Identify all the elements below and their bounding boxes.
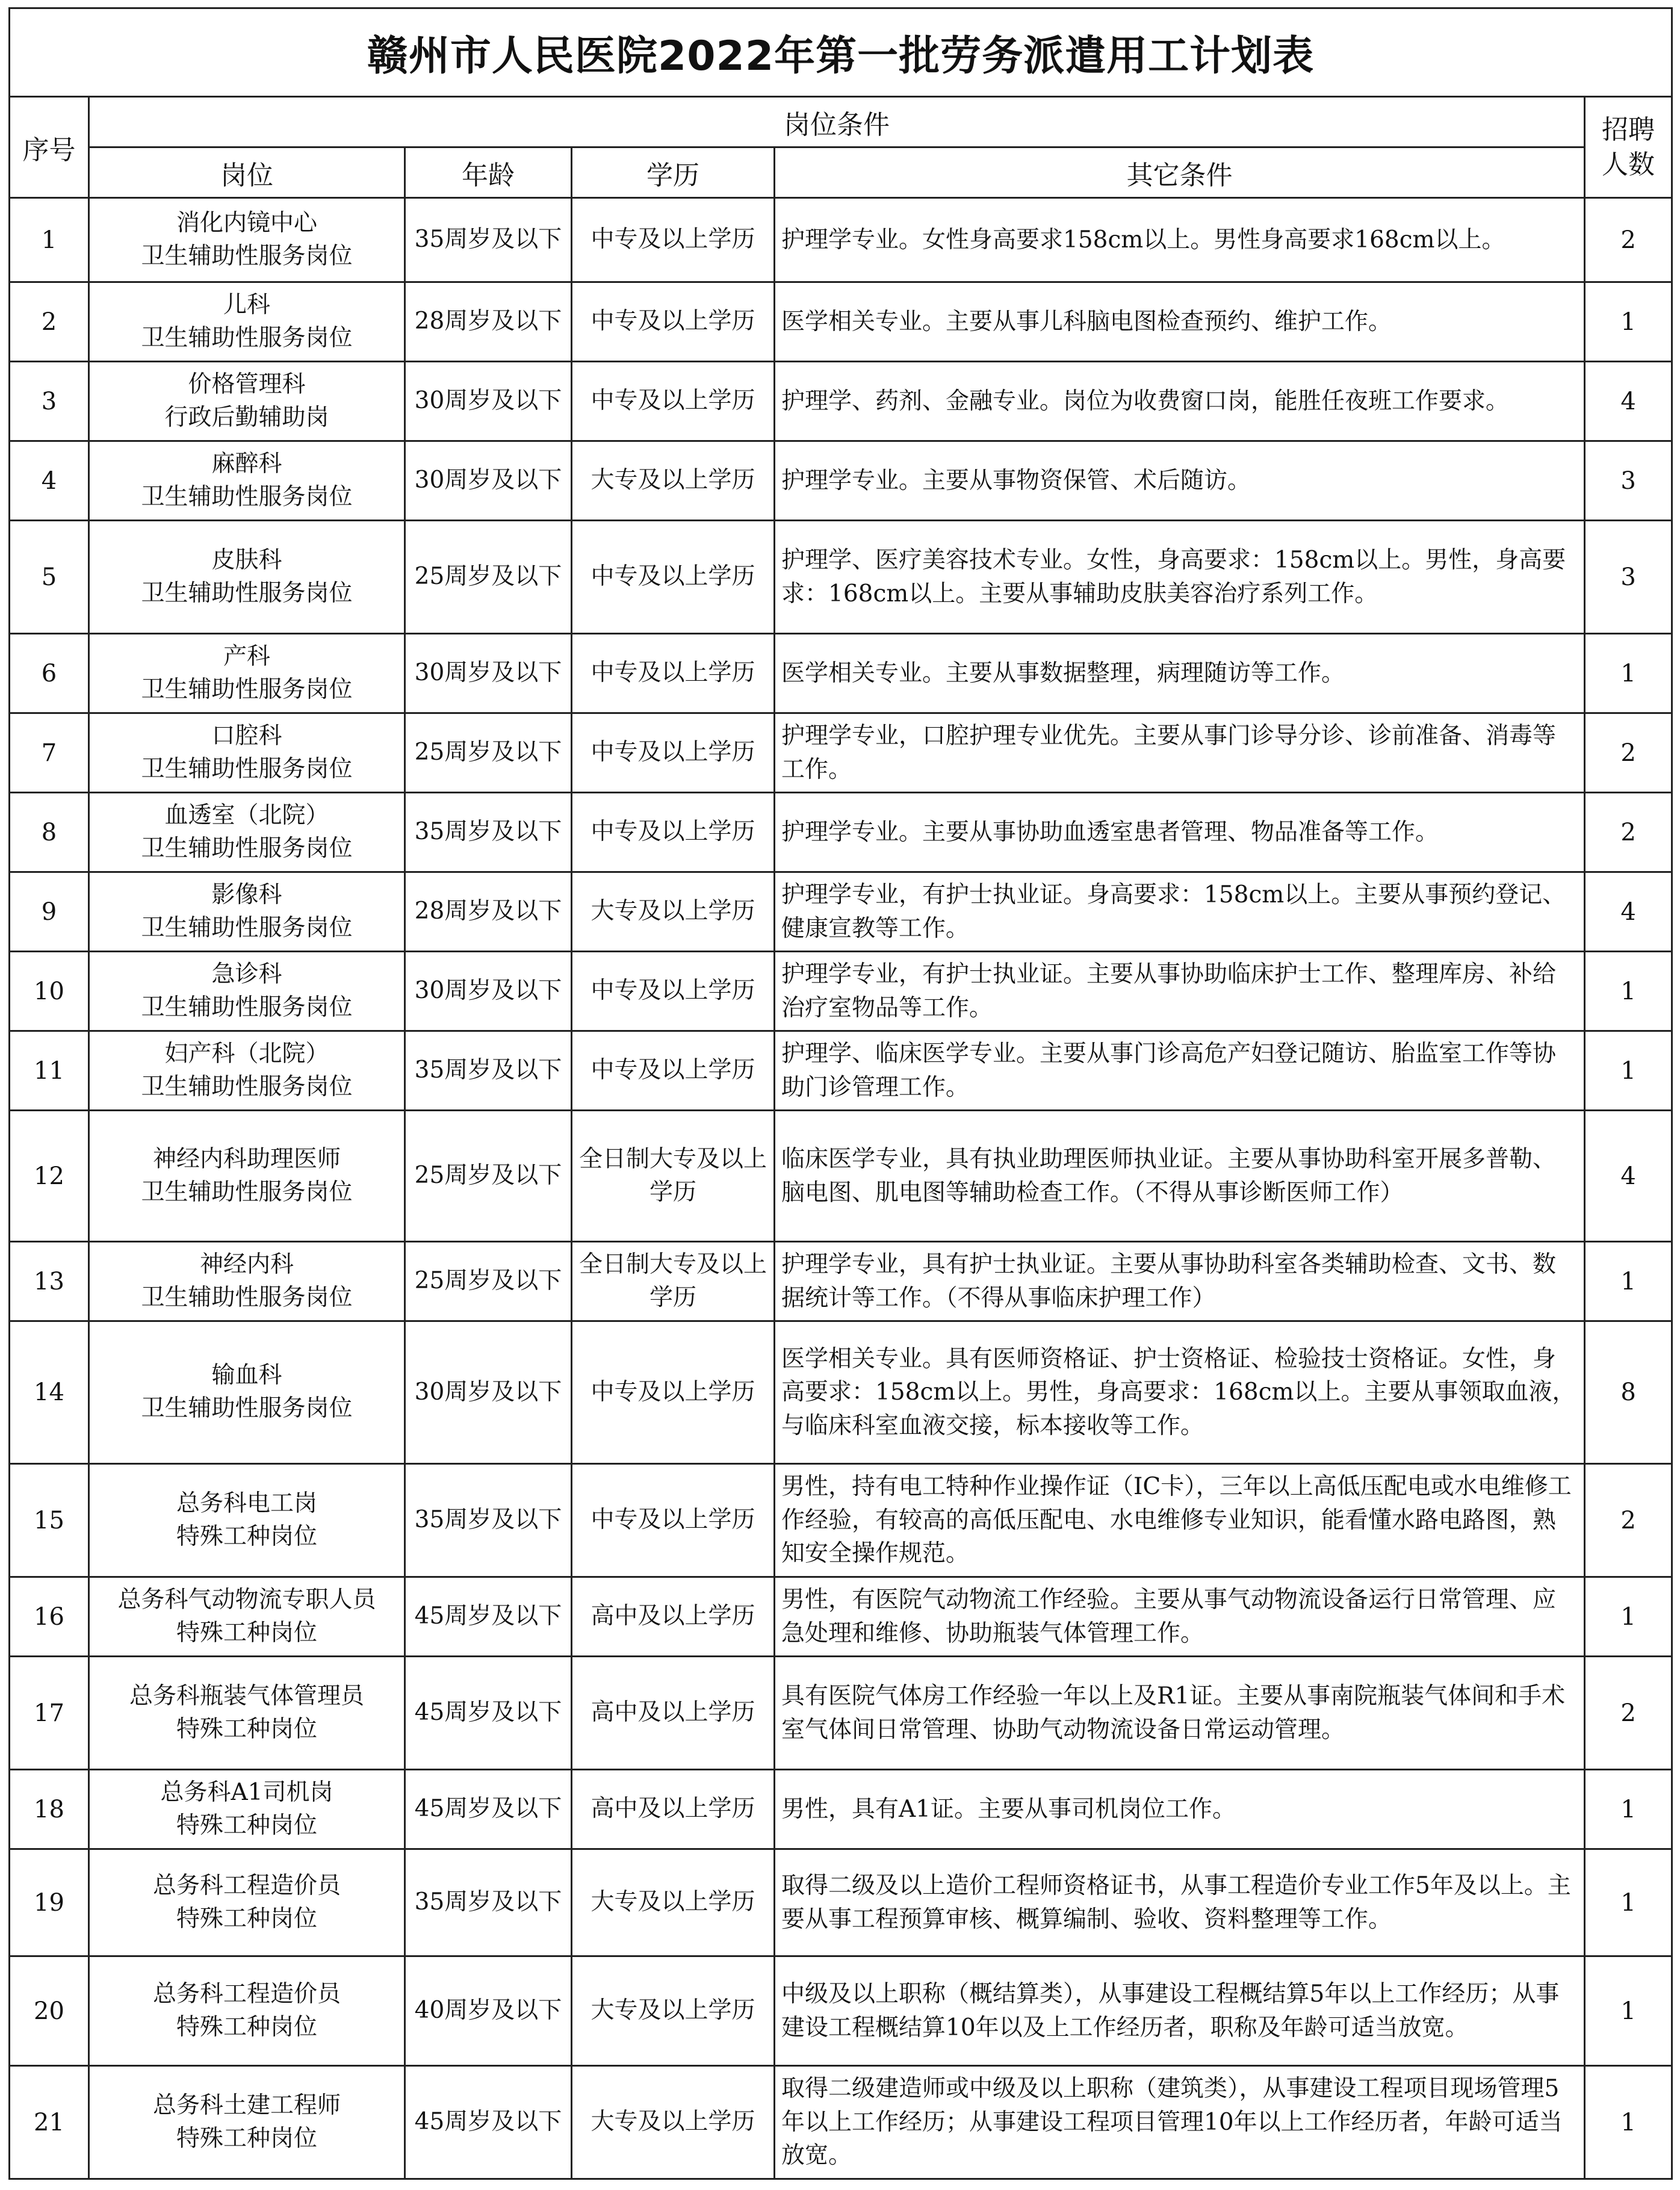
row-age: 28周岁及以下 (405, 872, 572, 952)
row-other-conditions: 护理学专业。女性身高要求158cm以上。男性身高要求168cm以上。 (775, 198, 1585, 282)
row-education: 高中及以上学历 (572, 1577, 775, 1657)
table-row (10, 1770, 1672, 1849)
row-education: 全日制大专及以上学历 (572, 1111, 775, 1242)
row-post (89, 2066, 405, 2179)
row-count: 1 (1585, 1577, 1672, 1657)
header-post: 岗位 (89, 147, 405, 198)
row-post (89, 1111, 405, 1242)
row-age: 45周岁及以下 (405, 1657, 572, 1770)
row-education: 中专及以上学历 (572, 713, 775, 793)
row-post-type: 卫生辅助性服务岗位 (141, 242, 353, 270)
row-post (89, 1577, 405, 1657)
row-education: 大专及以上学历 (572, 2066, 775, 2179)
row-count: 1 (1585, 282, 1672, 362)
row-other-conditions: 取得二级建造师或中级及以上职称（建筑类），从事建设工程项目现场管理5年以上工作经历；从事建设工程项目管理10年以上工作经历者，年龄可适当放宽。 (775, 2066, 1585, 2179)
row-other-conditions: 具有医院气体房工作经验一年以上及R1证。主要从事南院瓶装气体间和手术室气体间日常管理、协助气动物流设备日常运动管理。 (775, 1657, 1585, 1770)
row-post-type: 卫生辅助性服务岗位 (141, 1395, 353, 1422)
row-count: 1 (1585, 1031, 1672, 1111)
row-education: 大专及以上学历 (572, 872, 775, 952)
row-seq: 11 (10, 1031, 89, 1111)
row-education: 大专及以上学历 (572, 1849, 775, 1956)
row-post-type: 卫生辅助性服务岗位 (141, 675, 353, 703)
row-post (89, 1770, 405, 1849)
row-post (89, 441, 405, 521)
row-other-conditions: 男性，有医院气动物流工作经验。主要从事气动物流设备运行日常管理、应急处理和维修、协助瓶装气体管理工作。 (775, 1577, 1585, 1657)
row-education: 中专及以上学历 (572, 198, 775, 282)
row-post (89, 713, 405, 793)
row-dept: 总务科气动物流专职人员 (117, 1586, 376, 1613)
row-count: 1 (1585, 1956, 1672, 2066)
row-dept: 价格管理科 (188, 370, 306, 398)
row-dept: 输血科 (211, 1362, 282, 1389)
row-dept: 皮肤科 (211, 546, 282, 574)
row-age: 35周岁及以下 (405, 793, 572, 872)
table-row (10, 1031, 1672, 1111)
row-education: 中专及以上学历 (572, 1031, 775, 1111)
row-education: 高中及以上学历 (572, 1657, 775, 1770)
row-education: 高中及以上学历 (572, 1770, 775, 1849)
table-row (10, 2066, 1672, 2179)
row-age: 30周岁及以下 (405, 362, 572, 441)
table-row (10, 282, 1672, 362)
row-dept: 血透室（北院） (164, 801, 329, 829)
row-count: 2 (1585, 1657, 1672, 1770)
row-count: 2 (1585, 713, 1672, 793)
row-age: 35周岁及以下 (405, 198, 572, 282)
row-count: 2 (1585, 1464, 1672, 1577)
row-dept: 总务科土建工程师 (152, 2091, 341, 2119)
row-other-conditions: 取得二级及以上造价工程师资格证书，从事工程造价专业工作5年及以上。主要从事工程预算审核、概算编制、验收、资料整理等工作。 (775, 1849, 1585, 1956)
table-row (10, 1657, 1672, 1770)
row-post (89, 1242, 405, 1321)
row-education: 大专及以上学历 (572, 441, 775, 521)
row-count: 1 (1585, 2066, 1672, 2179)
row-post-type: 特殊工种岗位 (176, 1522, 317, 1550)
row-seq: 16 (10, 1577, 89, 1657)
row-post (89, 1956, 405, 2066)
row-count: 1 (1585, 952, 1672, 1031)
row-education: 中专及以上学历 (572, 952, 775, 1031)
row-seq: 10 (10, 952, 89, 1031)
row-dept: 口腔科 (211, 722, 282, 749)
row-education: 中专及以上学历 (572, 362, 775, 441)
row-age: 28周岁及以下 (405, 282, 572, 362)
row-age: 25周岁及以下 (405, 1242, 572, 1321)
row-dept: 儿科 (223, 291, 270, 318)
row-count: 4 (1585, 1111, 1672, 1242)
row-age: 35周岁及以下 (405, 1031, 572, 1111)
row-count: 3 (1585, 441, 1672, 521)
row-age: 25周岁及以下 (405, 713, 572, 793)
row-dept: 总务科瓶装气体管理员 (129, 1682, 364, 1710)
row-dept: 神经内科助理医师 (152, 1145, 341, 1173)
row-post-type: 卫生辅助性服务岗位 (141, 1073, 353, 1100)
row-seq: 18 (10, 1770, 89, 1849)
row-post-type: 卫生辅助性服务岗位 (141, 1283, 353, 1311)
row-seq: 2 (10, 282, 89, 362)
row-count: 1 (1585, 1849, 1672, 1956)
row-post (89, 952, 405, 1031)
row-seq: 5 (10, 521, 89, 634)
header-education: 学历 (572, 147, 775, 198)
row-seq: 14 (10, 1321, 89, 1464)
row-post (89, 634, 405, 713)
row-count: 2 (1585, 198, 1672, 282)
table-row (10, 793, 1672, 872)
row-age: 30周岁及以下 (405, 441, 572, 521)
row-other-conditions: 中级及以上职称（概结算类），从事建设工程概结算5年以上工作经历；从事建设工程概结算10年以及上工作经历者，职称及年龄可适当放宽。 (775, 1956, 1585, 2066)
row-education: 大专及以上学历 (572, 1956, 775, 2066)
row-post (89, 521, 405, 634)
row-age: 45周岁及以下 (405, 1577, 572, 1657)
row-age: 40周岁及以下 (405, 1956, 572, 2066)
table-row (10, 1464, 1672, 1577)
table-row (10, 1242, 1672, 1321)
row-post-type: 特殊工种岗位 (176, 2124, 317, 2152)
row-dept: 急诊科 (211, 960, 282, 988)
row-age: 35周岁及以下 (405, 1849, 572, 1956)
table-body (10, 198, 1672, 2179)
row-seq: 9 (10, 872, 89, 952)
row-age: 30周岁及以下 (405, 952, 572, 1031)
row-other-conditions: 护理学、临床医学专业。主要从事门诊高危产妇登记随访、胎监室工作等协助门诊管理工作。 (775, 1031, 1585, 1111)
row-seq: 4 (10, 441, 89, 521)
row-post (89, 1031, 405, 1111)
row-seq: 7 (10, 713, 89, 793)
row-post (89, 362, 405, 441)
row-education: 中专及以上学历 (572, 634, 775, 713)
row-post-type: 卫生辅助性服务岗位 (141, 914, 353, 941)
row-seq: 8 (10, 793, 89, 872)
table-row (10, 952, 1672, 1031)
row-seq: 12 (10, 1111, 89, 1242)
table-row (10, 521, 1672, 634)
table-row (10, 1577, 1672, 1657)
recruitment-table (8, 7, 1673, 2180)
row-dept: 产科 (223, 642, 270, 670)
row-dept: 影像科 (211, 881, 282, 908)
row-other-conditions: 护理学专业，口腔护理专业优先。主要从事门诊导分诊、诊前准备、消毒等工作。 (775, 713, 1585, 793)
row-post-type: 卫生辅助性服务岗位 (141, 483, 353, 510)
row-other-conditions: 护理学专业。主要从事协助血透室患者管理、物品准备等工作。 (775, 793, 1585, 872)
row-dept: 神经内科 (199, 1250, 294, 1278)
row-dept: 总务科电工岗 (176, 1489, 317, 1517)
row-age: 30周岁及以下 (405, 1321, 572, 1464)
table-row (10, 1956, 1672, 2066)
row-dept: 消化内镜中心 (176, 209, 317, 237)
row-post-type: 卫生辅助性服务岗位 (141, 755, 353, 783)
page-title: 赣州市人民医院2022年第一批劳务派遣用工计划表 (10, 8, 1672, 97)
row-seq: 21 (10, 2066, 89, 2179)
header-conditions: 岗位条件 (89, 97, 1585, 147)
row-age: 45周岁及以下 (405, 1770, 572, 1849)
row-count: 3 (1585, 521, 1672, 634)
row-dept: 总务科工程造价员 (152, 1980, 341, 2008)
table-row (10, 713, 1672, 793)
header-other: 其它条件 (775, 147, 1585, 198)
row-post (89, 1657, 405, 1770)
row-post-type: 卫生辅助性服务岗位 (141, 324, 353, 352)
row-post-type: 特殊工种岗位 (176, 1905, 317, 1932)
row-post (89, 198, 405, 282)
row-age: 45周岁及以下 (405, 2066, 572, 2179)
row-post-type: 卫生辅助性服务岗位 (141, 1178, 353, 1206)
row-post-type: 特殊工种岗位 (176, 2013, 317, 2041)
row-seq: 15 (10, 1464, 89, 1577)
row-post (89, 1464, 405, 1577)
row-post (89, 282, 405, 362)
row-post-type: 卫生辅助性服务岗位 (141, 993, 353, 1021)
header-count: 招聘人数 (1585, 97, 1672, 198)
row-dept: 妇产科（北院） (164, 1040, 329, 1067)
table-row (10, 1321, 1672, 1464)
row-post-type: 特殊工种岗位 (176, 1619, 317, 1646)
row-count: 1 (1585, 1242, 1672, 1321)
row-other-conditions: 护理学专业，具有护士执业证。主要从事协助科室各类辅助检查、文书、数据统计等工作。（不得从事临床护理工作） (775, 1242, 1585, 1321)
row-post-type: 卫生辅助性服务岗位 (141, 579, 353, 607)
row-seq: 20 (10, 1956, 89, 2066)
table-row (10, 441, 1672, 521)
header-seq: 序号 (10, 97, 89, 198)
row-education: 中专及以上学历 (572, 1464, 775, 1577)
row-seq: 1 (10, 198, 89, 282)
row-education: 中专及以上学历 (572, 521, 775, 634)
row-dept: 总务科A1司机岗 (160, 1778, 333, 1806)
row-other-conditions: 护理学、药剂、金融专业。岗位为收费窗口岗，能胜任夜班工作要求。 (775, 362, 1585, 441)
row-age: 25周岁及以下 (405, 1111, 572, 1242)
row-education: 中专及以上学历 (572, 793, 775, 872)
header-age: 年龄 (405, 147, 572, 198)
row-post-type: 特殊工种岗位 (176, 1811, 317, 1839)
row-post (89, 1849, 405, 1956)
row-other-conditions: 医学相关专业。主要从事数据整理，病理随访等工作。 (775, 634, 1585, 713)
row-seq: 3 (10, 362, 89, 441)
row-age: 30周岁及以下 (405, 634, 572, 713)
table-row (10, 872, 1672, 952)
row-dept: 麻醉科 (211, 450, 282, 477)
row-other-conditions: 临床医学专业，具有执业助理医师执业证。主要从事协助科室开展多普勒、脑电图、肌电图等辅助检查工作。（不得从事诊断医师工作） (775, 1111, 1585, 1242)
row-age: 25周岁及以下 (405, 521, 572, 634)
row-seq: 13 (10, 1242, 89, 1321)
row-other-conditions: 护理学、医疗美容技术专业。女性，身高要求：158cm以上。男性，身高要求：168cm以上。主要从事辅助皮肤美容治疗系列工作。 (775, 521, 1585, 634)
row-other-conditions: 男性，具有A1证。主要从事司机岗位工作。 (775, 1770, 1585, 1849)
row-other-conditions: 护理学专业，有护士执业证。身高要求：158cm以上。主要从事预约登记、健康宣教等工作。 (775, 872, 1585, 952)
table-row (10, 198, 1672, 282)
row-count: 1 (1585, 1770, 1672, 1849)
row-count: 4 (1585, 872, 1672, 952)
row-seq: 6 (10, 634, 89, 713)
row-post-type: 行政后勤辅助岗 (164, 403, 329, 431)
row-count: 8 (1585, 1321, 1672, 1464)
row-education: 中专及以上学历 (572, 1321, 775, 1464)
row-other-conditions: 医学相关专业。具有医师资格证、护士资格证、检验技士资格证。女性，身高要求：158cm以上。男性，身高要求：168cm以上。主要从事领取血液，与临床科室血液交接，标本接收等工作。 (775, 1321, 1585, 1464)
row-post (89, 793, 405, 872)
row-post (89, 872, 405, 952)
row-dept: 总务科工程造价员 (152, 1872, 341, 1899)
table-row (10, 634, 1672, 713)
table-row (10, 1111, 1672, 1242)
row-other-conditions: 护理学专业，有护士执业证。主要从事协助临床护士工作、整理库房、补给治疗室物品等工作。 (775, 952, 1585, 1031)
row-post (89, 1321, 405, 1464)
row-count: 4 (1585, 362, 1672, 441)
row-education: 中专及以上学历 (572, 282, 775, 362)
row-education: 全日制大专及以上学历 (572, 1242, 775, 1321)
table-row (10, 1849, 1672, 1956)
row-seq: 17 (10, 1657, 89, 1770)
table-row (10, 362, 1672, 441)
row-count: 2 (1585, 793, 1672, 872)
row-other-conditions: 男性，持有电工特种作业操作证（IC卡），三年以上高低压配电或水电维修工作经验，有较高的高低压配电、水电维修专业知识，能看懂水路电路图，熟知安全操作规范。 (775, 1464, 1585, 1577)
row-other-conditions: 医学相关专业。主要从事儿科脑电图检查预约、维护工作。 (775, 282, 1585, 362)
recruitment-plan-sheet (8, 7, 1671, 2182)
row-age: 35周岁及以下 (405, 1464, 572, 1577)
row-post-type: 卫生辅助性服务岗位 (141, 834, 353, 862)
row-other-conditions: 护理学专业。主要从事物资保管、术后随访。 (775, 441, 1585, 521)
row-count: 1 (1585, 634, 1672, 713)
row-seq: 19 (10, 1849, 89, 1956)
row-post-type: 特殊工种岗位 (176, 1715, 317, 1743)
